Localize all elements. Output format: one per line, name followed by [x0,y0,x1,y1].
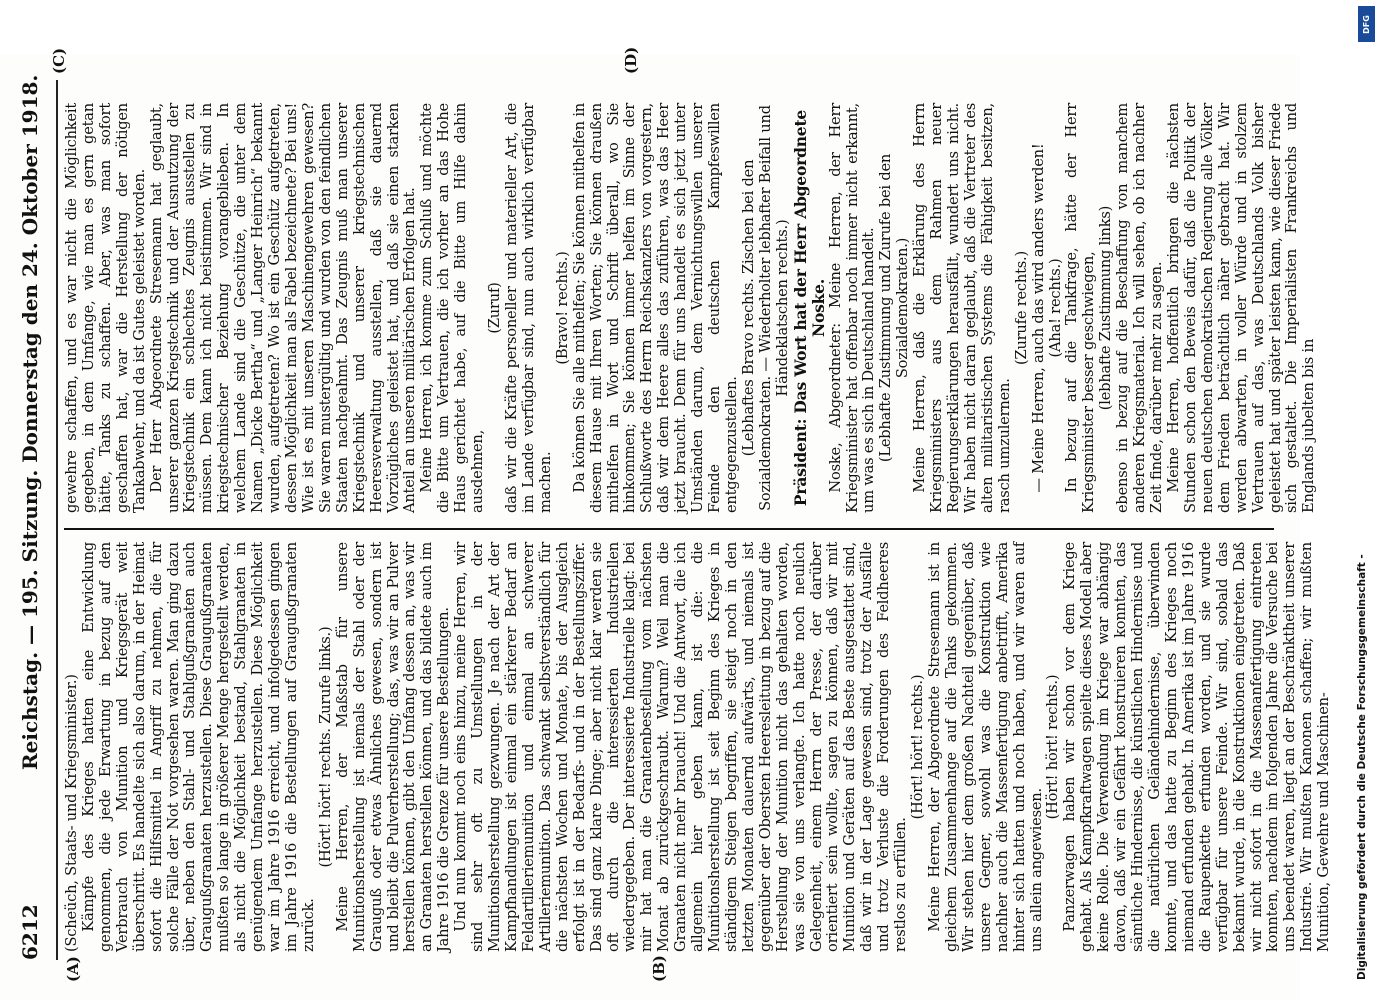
paragraph: — Meine Herren, auch das wird anders werden! [1029,143,1047,493]
document-page [0,46,1333,1000]
paragraph: Und nun kommt noch eins hinzu, meine Herren, wir sind sehr oft zu Umstellungen in der Munitionsherstellung gezwungen. Je nach der Art der Kampfhandlungen ist einmal ein stärkerer Bedarf an Feldartilleriemunition und einmal an schwerer Artilleriemunition. Das schwankt selbstverständlich für die nächsten Wochen und Monate, bis der Ausgleich erfolgt ist in der Bedarfs- und in der Bestellungsziffer. Das sind ganz klare Dinge; aber nicht klar werden sie oft durch die interessierten Industriellen wiedergegeben. Der interessierte Industrielle klagt: bei mir hat man die Granatenbestellung vom nächsten Monat ab zurückgeschraubt. Warum? Weil man die Granaten nicht mehr braucht! Und die Antwort, die ich allgemein hier geben kann, ist die: die Munitionsherstellung ist seit Beginn des Krieges in ständigem Steigen begriffen, sie steigt noch in den letzten Monaten dauernd aufwärts, und niemals ist gegenüber der Obersten Heeresleitung in bezug auf die Herstellung der Munition nicht das gehalten worden, was sie von uns verlangte. Ich hatte noch neulich Gelegenheit, einem Herrn der Presse, der darüber orientiert sein wollte, sagen zu können, daß wir mit Munition und Geräten auf das Beste ausgestattet sind, daß wir in der Lage gewesen sind, trotz der Ausfälle und trotz Verluste die Forderungen des Feldheeres restlos zu erfüllen. [452,542,910,952]
paragraph: Der Herr Abgeordnete Stresemann hat geglaubt, unserer ganzen Kriegstechnik und der Ausnutzung der Kriegstechnik ein schlechtes Zeugnis ausstellen zu müssen. Dem kann ich nicht beistimmen. Wir sind in kriegstechnischer Beziehung vorangeblieben. In welchem Lande sind die Geschütze, die unter dem Namen „Dicke Bertha“ und „Langer Heinrich“ bekannt wurden, aufgetreten? Wo ist ein Geschütz aufgetreten, dessen Möglichkeit man als Fabel bezeichnete? Bei uns! Wie ist es mit unseren Maschinengewehren gewesen? Sie waren mustergültig und wurden von den feindlichen Staaten nachgeahmt. Das Zeugnis muß man unserer Kriegstechnik und unserer kriegstechnischen Heeresverwaltung ausstellen, daß sie dauernd Vorzügliches geleistet hat, und daß sie einen starken Anteil an unseren militärischen Erfolgen hat. [147,103,419,513]
paragraph: Noske, Abgeordneter: Meine Herren, der Herr Kriegsminister hat offenbar noch immer nicht erkannt, um was es sich in Deutschland handelt. [826,103,878,513]
interjection: (Aha! rechts.) [1046,258,1064,358]
paragraph: Kämpfe des Krieges hatten eine Entwicklung genommen, die jede Erwartung in bezug auf den Verbrauch von Munition und Kriegsgerät weit überschritt. Es handelte sich also darum, in der Heimat sofort die Hilfsmittel in Angriff zu nehmen, die für solche Fälle der Not vorgesehen waren. Man ging dazu über, neben den Stahl- und Stahlgußgranaten auch Graugußgranaten herzustellen. Diese Graugußgranaten mußten so lange in größerer Menge hergestellt werden, als nicht die Möglichkeit bestand, Stahlgranaten in genügendem Umfange herzustellen. Diese Möglichkeit war im Jahre 1916 erreicht, und infolgedessen gingen im Jahre 1916 die Bestellungen auf Graugußgranaten zurück. [79,542,317,952]
interjection: (Bravo! rechts.) [553,251,571,365]
margin-marker-d: (D) [622,46,640,74]
digitization-note: Digitalisierung gefördert durch die Deutsche Forschungsgemeinschaft - [1356,554,1368,980]
paragraph: Meine Herren, der Abgeordnete Stresemann ist in gleichem Zusammenhange auf die Tanks gekommen. Wir stehen hier dem großen Nachteil gegenüber, daß unsere Gegner, sowohl was die Konstruktion wie nachher auch die Massenfertigung anbetrifft, Amerika hinter sich hatten und noch haben, und wir waren auf uns allein angewiesen. [926,542,1045,952]
margin-marker-b: (B) [650,955,668,982]
paragraph: ebenso in bezug auf die Beschaffung von manchem anderen Kriegsmaterial. Ich will sehen, ob ich nachher Zeit finde, darüber mehr zu sagen. [1114,103,1166,513]
interjection: (Hört! hört! rechts.) [909,674,927,820]
column-divider [64,528,1274,530]
margin-marker-a: (A) [64,956,82,982]
interjection: (Zurufe rechts.) [1012,251,1030,365]
interjection: (Hört! hört! rechts. Zurufe links.) [316,626,334,868]
page-number: 6212 [18,904,42,960]
paragraph: daß wir die Kräfte personeller und materieller Art, die im Lande verfügbar sind, nun auch wirklich verfügbar machen. [502,103,554,513]
header-rule [56,80,58,960]
right-column [63,103,1318,513]
paragraph: Da können Sie alle mithelfen; Sie können mithelfen in diesem Hause mit Ihren Worten; Sie können draußen mithelfen in Wort und Schrift überall, wo Sie hinkommen; Sie können immer helfen im Sinne der Schlußworte des Herrn Reichskanzlers von vorgestern, daß wir dem Heere alles das zuführen, was das Heer jetzt braucht. Denn für uns handelt es sich jetzt unter Umständen darum, dem Vernichtungswillen unserer Feinde den deutschen Kampfeswillen entgegenzustellen. [570,103,740,513]
paragraph: Meine Herren, hoffentlich bringen die nächsten Stunden schon den Beweis dafür, daß die Politik der neuen deutschen demokratischen Regierung alle Völker dem Frieden beträchtlich näher gebracht hat. Wir werden abwarten, in voller Würde und in stolzem Vertrauen auf das, was Deutschlands Volk bisher geleistet hat und später leisten kann, wie dieser Friede sich gestaltet. Die Imperialisten Frankreichs und Englands jubelten bis in [1165,103,1318,513]
interjection: (Lebhaftes Bravo rechts. Zischen bei den Sozialdemokraten. — Wiederholter lebhafter Beifall und Händeklatschen rechts.) [739,105,791,511]
dfg-logo-icon [1358,6,1375,42]
paragraph: Meine Herren, daß die Erklärung des Herrn Kriegsministers aus dem Rahmen neuer Regierungserklärungen herausfällt, wundert uns nicht. Wir haben nicht daran geglaubt, daß die Vertreter des alten militaristischen Systems die Fähigkeit besitzen, rasch umzulernen. [911,103,1013,513]
paragraph: Meine Herren, ich komme zum Schluß und möchte die Bitte um Vertrauen, die ich vorher an das Hohe Haus gerichtet habe, auf die Bitte um Hilfe dahin ausdehnen, [418,103,487,513]
speaker-attribution: (Scheüch, Staats- und Kriegsminister.) [63,674,80,952]
paragraph: Meine Herren, der Maßstab für unsere Munitionsherstellung ist niemals der Stahl oder der Grauguß oder etwas Ähnliches gewesen, sondern ist und bleibt die Pulverherstellung; das, was wir an Pulver herstellen können, gibt den Umfang dessen an, was wir an Granaten herstellen können, und das bildete auch im Jahre 1916 die Grenze für unsere Bestellungen. [333,542,453,952]
running-title: Reichstag. — 195. Sitzung. Donnerstag den 24. Oktober 1918. [18,74,42,770]
page-header [14,74,54,960]
dfg-logo-text: DFG [1362,14,1372,34]
paragraph: Panzerwagen haben wir schon vor dem Kriege gehabt. Als Kampfkraftwagen spielte dieses Modell aber keine Rolle. Die Verwendung im Kriege war abhängig davon, daß wir ein Gefährt konstruieren konnten, das sämtliche Hindernisse, die künstlichen Hindernisse und die natürlichen Geländehindernisse, überwinden konnte, und das hatte zu Beginn des Krieges noch niemand erfunden gehabt. In Amerika ist im Jahre 1916 die Raupenkette erfunden worden, und sie wurde verfügbar für unsere Feinde. Wir sind, sobald das bekannt wurde, in die Konstruktionen eingetreten. Daß wir nicht sofort in die Massenanfertigung eintreten konnten, nachdem im folgenden Jahre die Versuche bei uns beendet waren, liegt an der Beschränktheit unserer Industrie. Wir mußten Kanonen schaffen; wir mußten Munition, Gewehre und Maschinen- [1061,542,1333,952]
paragraph: gewehre schaffen, und es war nicht die Möglichkeit gegeben, in dem Umfange, wie man es gern getan hätte, Tanks zu schaffen. Aber, was man sofort geschaffen hat, war die Herstellung der nötigen Tankabwehr, und da ist Gutes geleistet worden. [63,103,148,513]
president-statement: Präsident: Das Wort hat der Herr Abgeordnete Noske. [790,109,828,507]
interjection: (Hört! hört! rechts.) [1044,674,1062,820]
interjection: (Zuruf) [486,282,504,334]
margin-marker-c: (C) [50,47,68,74]
left-column [63,542,1333,952]
interjection: (lebhafte Zustimmung links) [1097,205,1115,411]
paragraph: In bezug auf die Tankfrage, hätte der Herr Kriegsminister besser geschwiegen, [1063,103,1098,513]
interjection: (Lebhafte Zustimmung und Zurufe bei den Sozialdemokraten.) [877,153,912,463]
